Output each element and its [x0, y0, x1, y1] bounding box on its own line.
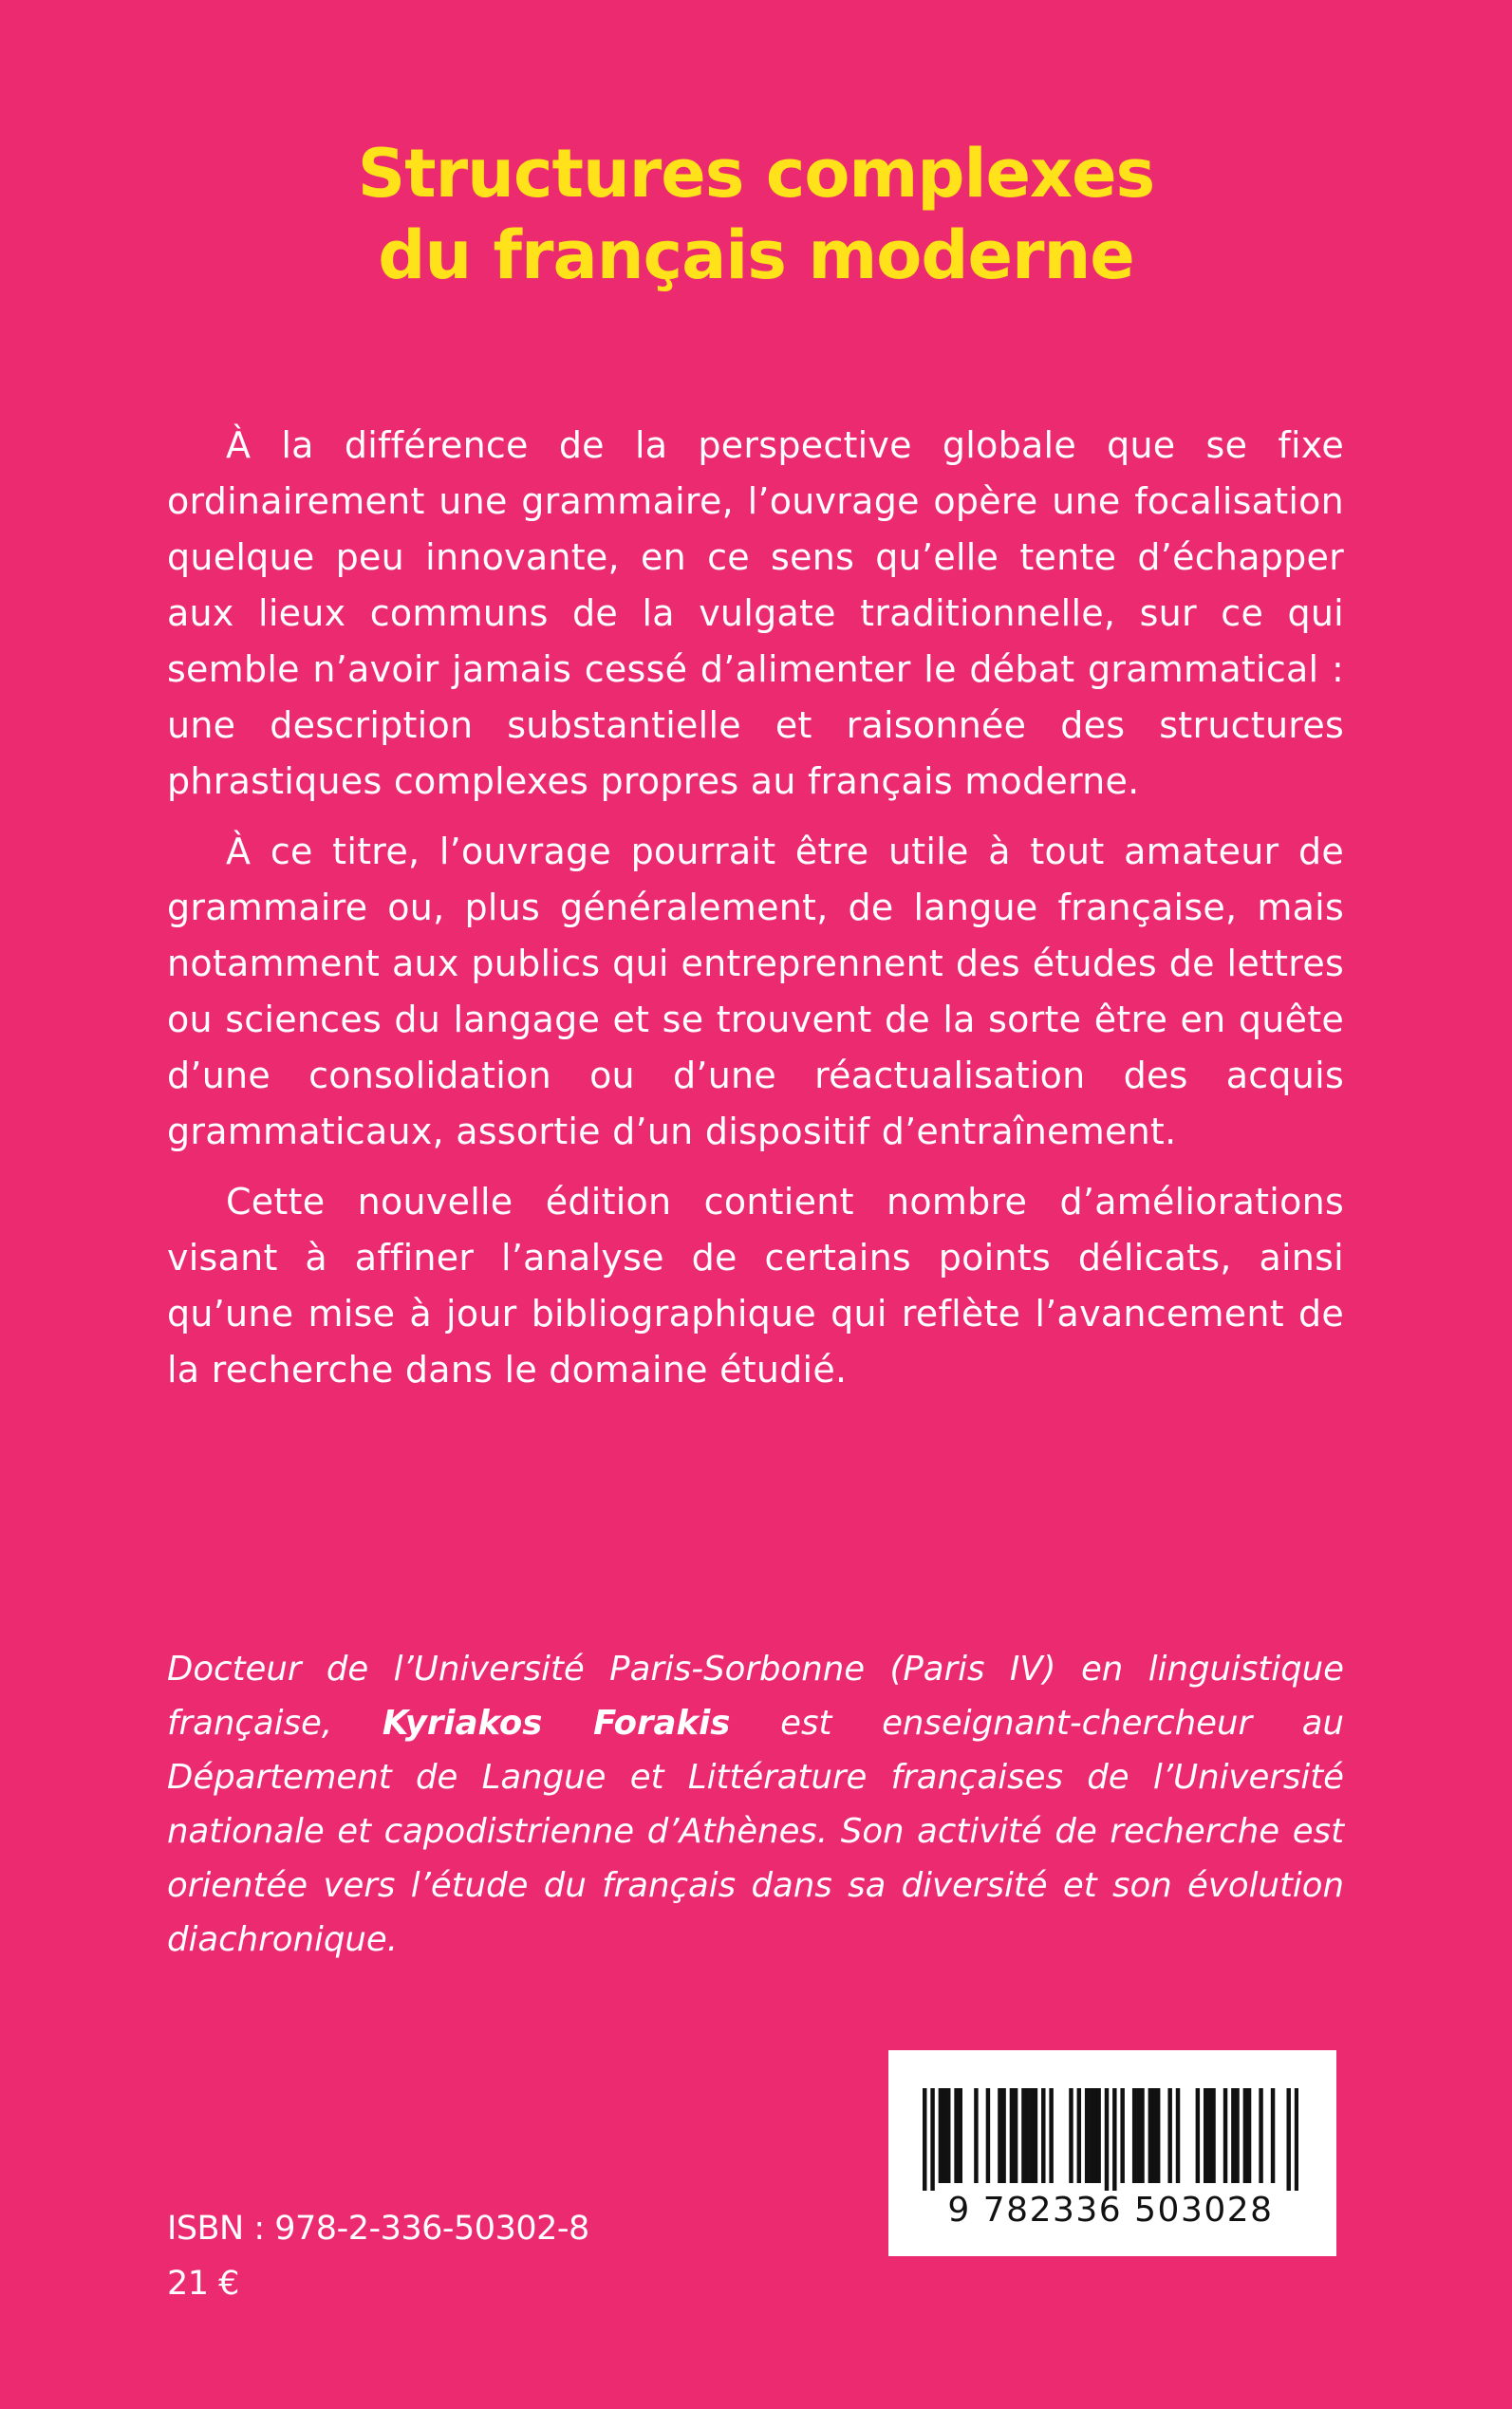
barcode-bar: [986, 2088, 990, 2183]
barcode-bar: [1295, 2088, 1298, 2191]
barcode-bar: [1096, 2088, 1100, 2183]
author-bio: [167, 1642, 1344, 1967]
book-title-line-1: Structures complexes: [357, 135, 1155, 213]
book-summary: [167, 418, 1344, 1412]
barcode-bar: [1021, 2088, 1025, 2183]
barcode-bar: [1112, 2088, 1116, 2191]
barcode-bar: [1271, 2088, 1275, 2183]
barcode-bar: [930, 2088, 934, 2191]
barcode-bar: [1259, 2088, 1262, 2183]
barcode-digits: 9 782336 503028: [947, 2191, 1274, 2230]
barcode-bar: [1140, 2088, 1144, 2183]
barcode-bar: [1247, 2088, 1251, 2183]
barcode-bar: [1156, 2088, 1160, 2183]
barcode-bar: [1223, 2088, 1227, 2183]
barcode-bar: [1196, 2088, 1200, 2183]
barcode-bar: [1207, 2088, 1211, 2183]
barcode-bar: [1211, 2088, 1215, 2183]
barcode-bar: [1014, 2088, 1017, 2183]
barcode-bar: [1176, 2088, 1180, 2183]
barcode-bar: [946, 2088, 950, 2183]
barcode-bar: [1231, 2088, 1235, 2183]
barcode-bar: [1030, 2088, 1034, 2183]
barcode-bar: [1243, 2088, 1247, 2183]
barcode-bar: [1041, 2088, 1045, 2183]
barcode-bar: [954, 2088, 958, 2183]
barcode-bar: [1120, 2088, 1124, 2183]
barcode-bar: [1025, 2088, 1029, 2183]
barcode-bar: [1089, 2088, 1092, 2183]
barcode-bar: [1077, 2088, 1081, 2183]
barcode-bar: [1069, 2088, 1073, 2183]
barcode-bar: [1092, 2088, 1096, 2183]
barcode-bar: [959, 2088, 962, 2183]
barcode-bar: [974, 2088, 978, 2183]
barcode-bar: [1235, 2088, 1239, 2183]
barcode-bar: [1152, 2088, 1156, 2183]
barcode-bar: [1204, 2088, 1207, 2183]
barcode-bar: [1286, 2088, 1290, 2191]
barcode-bar: [939, 2088, 943, 2183]
barcode-bar: [1167, 2088, 1171, 2183]
barcode-bar: [1001, 2088, 1005, 2183]
barcode-bar: [1049, 2088, 1053, 2183]
author-name: Kyriakos Forakis: [382, 1704, 731, 1743]
isbn-label: ISBN : 978-2-336-50302-8: [167, 2210, 589, 2248]
book-title-line-2: du français moderne: [378, 216, 1134, 294]
barcode-bar: [998, 2088, 1001, 2183]
book-title: [0, 133, 1512, 296]
price-label: 21 €: [167, 2265, 239, 2303]
barcode-bar: [1105, 2088, 1109, 2191]
barcode-bar: [1136, 2088, 1140, 2183]
barcode-bar: [1034, 2088, 1037, 2183]
barcode-box: [888, 2050, 1336, 2256]
barcode-bar: [1010, 2088, 1014, 2183]
summary-paragraph-2: À ce titre, l’ouvrage pourrait être utile à tout amateur de grammaire ou, plus généralement, de langue française, mais notamment aux publics qui entreprennent des études de lettres ou sciences du langage et se trouvent de la sorte être en quête d’une consolidation ou d’une réactualisation des acquis grammaticaux, assortie d’un dispositif d’entraînement.: [167, 831, 1344, 1152]
summary-paragraph-3: Cette nouvelle édition contient nombre d’améliorations visant à affiner l’analyse de certains points délicats, ainsi qu’une mise à jour bibliographique qui reflète l’avancement de la recherche dans le domaine étudié.: [167, 1181, 1344, 1391]
author-bio-intro: Docteur de l’Université Paris-Sorbonne (Paris IV) en linguistique française,: [167, 1650, 1344, 1743]
barcode-bar: [923, 2088, 926, 2191]
barcode-icon: [923, 2088, 1298, 2191]
barcode-bar: [1132, 2088, 1136, 2183]
author-bio-rest: est enseignant-chercheur au Département de Langue et Littérature françaises de l’Université nationale et capodistrienne d’Athènes. Son activité de recherche est orientée vers l’étude du français dans sa diversité et son évolution diachronique.: [167, 1704, 1345, 1959]
barcode-bar: [1148, 2088, 1152, 2183]
summary-paragraph-1: À la différence de la perspective globale que se fixe ordinairement une grammaire, l’ouvrage opère une focalisation quelque peu innovante, en ce sens qu’elle tente d’échapper aux lieux communs de la vulgate traditionnelle, sur ce qui semble n’avoir jamais cessé d’alimenter le débat grammatical : une description substantielle et raisonnée des structures phrastiques complexes propres au français moderne.: [167, 424, 1344, 802]
barcode-bar: [1085, 2088, 1089, 2183]
barcode-bar: [943, 2088, 946, 2183]
